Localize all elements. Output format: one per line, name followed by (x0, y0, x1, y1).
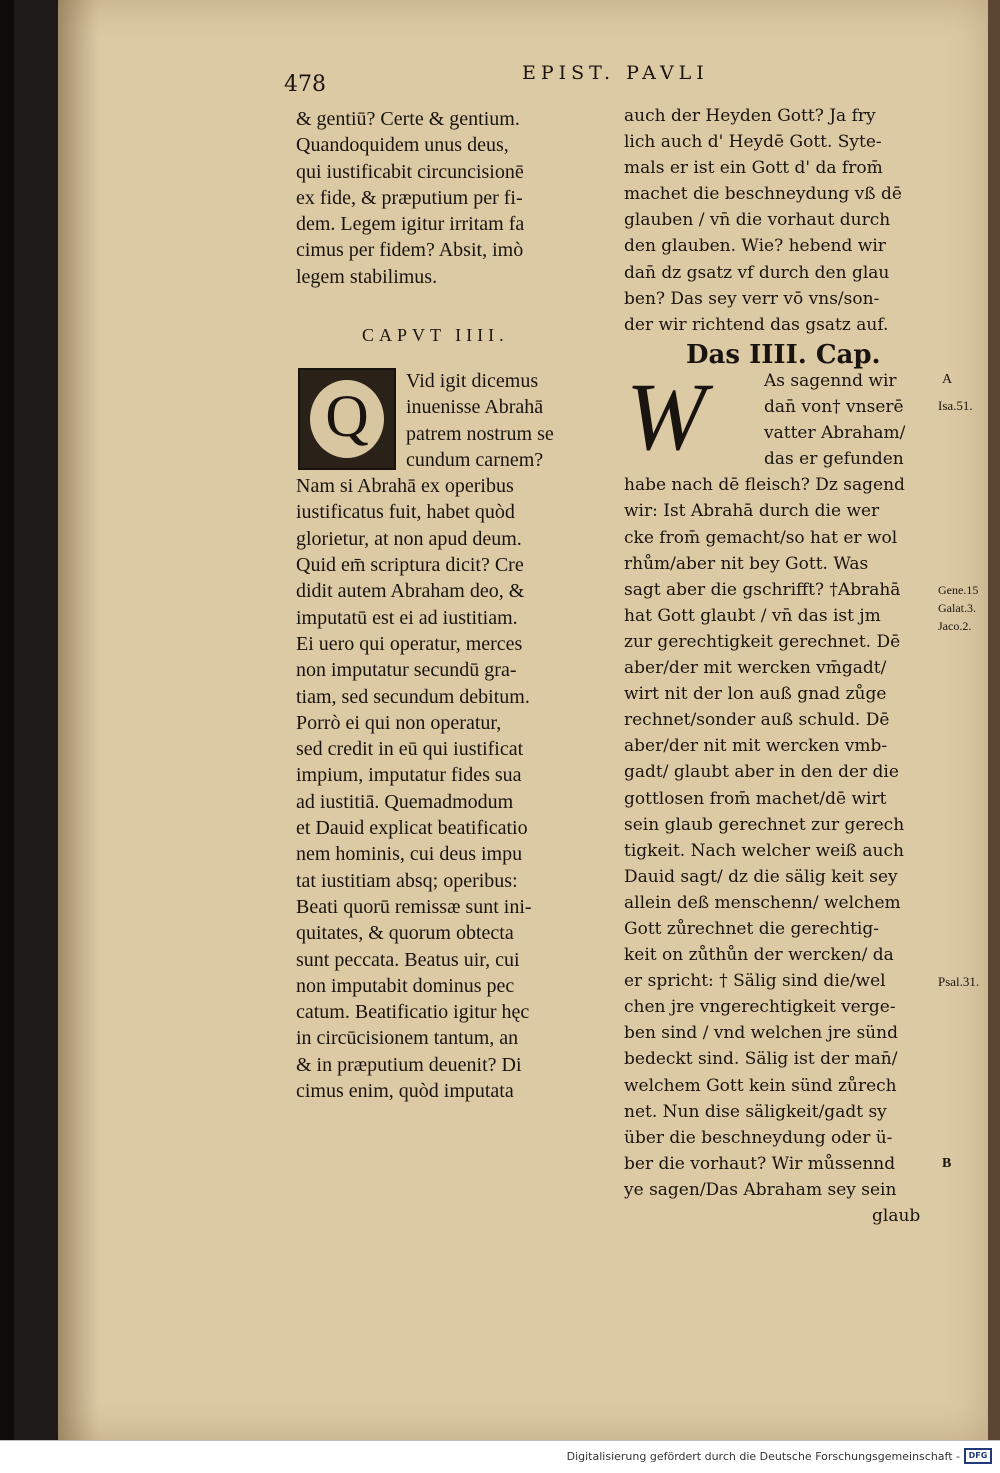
latin-line: dem. Legem igitur irritam fa (296, 213, 525, 236)
german-line: das er gefunden (764, 449, 904, 470)
german-line: über die beschneydung oder ü- (624, 1127, 893, 1148)
latin-line: didit autem Abraham deo, & (296, 580, 525, 603)
german-line: chen jre vngerechtigkeit verge- (624, 997, 896, 1018)
german-line: mals er ist ein Gott d' da from̄ (624, 158, 883, 179)
german-line: der wir richtend das gsatz auf. (624, 314, 889, 335)
margin-note-jaco: Jaco.2. (938, 619, 972, 633)
german-column-top (624, 103, 936, 338)
german-line: aber/der mit wercken vm̄gadt/ (624, 658, 887, 679)
latin-line: patrem nostrum se (406, 422, 554, 445)
german-line: sein glaub gerechnet zur gerech (624, 814, 905, 835)
latin-line: cimus enim, quòd imputata (296, 1080, 514, 1103)
latin-column-top (296, 106, 608, 290)
latin-line: in circūcisionem tantum, an (296, 1027, 519, 1050)
german-line: cke from̄ gemacht/so hat er wol (624, 527, 898, 548)
german-line: net. Nun dise säligkeit/gadt sy (624, 1101, 887, 1122)
footer-credit: Digitalisierung gefördert durch die Deutsche Forschungsgemeinschaft - (566, 1450, 960, 1463)
latin-line: catum. Beatificatio igitur hęc (296, 1001, 530, 1024)
latin-line: nem hominis, cui deus impu (296, 843, 523, 866)
german-line: ber die vorhaut? Wir můssennd (624, 1153, 896, 1174)
german-line: vatter Abraham/ (764, 423, 906, 444)
latin-line: Porrò ei qui non operatur, (296, 711, 502, 734)
german-line: auch der Heyden Gott? Ja fry (624, 106, 876, 126)
latin-line: legem stabilimus. (296, 265, 438, 288)
german-catchword: glaub (872, 1206, 921, 1226)
german-line: dan̄ von† vnserē (764, 397, 904, 418)
latin-line: inuenisse Abrahā (406, 396, 544, 419)
german-line: welchem Gott kein sünd zůrech (624, 1075, 897, 1096)
margin-note-psal: Psal.31. (938, 974, 980, 989)
latin-line: Quandoquidem unus deus, (296, 134, 509, 157)
german-line: ben sind / vnd welchen jre sünd (624, 1023, 898, 1044)
german-line: rechnet/sonder auß schuld. Dē (624, 710, 890, 731)
page-gutter-shadow (58, 0, 98, 1440)
latin-line: sunt peccata. Beatus uir, cui (296, 948, 520, 971)
german-line: dan̄ dz gsatz vf durch den glau (624, 262, 890, 283)
german-line: tigkeit. Nach welcher weiß auch (624, 840, 904, 861)
scan-border-right (988, 0, 1000, 1440)
latin-line: non imputatur secundū gra- (296, 659, 517, 682)
latin-line: Vid igit dicemus (406, 370, 539, 392)
latin-line: & gentiū? Certe & gentium. (296, 108, 520, 130)
latin-line: tiam, sed secundum debitum. (296, 685, 530, 708)
page-number: 478 (284, 72, 326, 97)
german-line: machet die beschneydung vß dē (624, 184, 902, 205)
latin-line: Nam si Abrahā ex operibus (296, 475, 514, 498)
latin-line: tat iustitiam absq; operibus: (296, 869, 518, 892)
latin-line: quitates, & quorum obtecta (296, 922, 514, 945)
margin-note-galat: Galat.3. (938, 601, 976, 615)
german-line: lich auch d' Heydē Gott. Syte- (624, 132, 882, 153)
german-line: Gott zůrechnet die gerechtig- (624, 918, 879, 939)
german-line: Dauid sagt/ dz die sälig keit sey (624, 866, 898, 887)
latin-line: cundum carnem? (406, 448, 544, 471)
german-column-body (624, 363, 936, 1229)
german-line: hat Gott glaubt / vn̄ das ist jm (624, 605, 881, 626)
latin-line: ex fide, & præputium per fi- (296, 186, 523, 209)
german-line: gottlosen from̄ machet/dē wirt (624, 788, 887, 809)
margin-note-isa: Isa.51. (938, 398, 973, 413)
latin-line: et Dauid explicat beatificatio (296, 817, 528, 840)
german-line: rhům/aber nit bey Gott. Was (624, 553, 869, 574)
latin-column-body (296, 368, 608, 1104)
latin-line: sed credit in eū qui iustificat (296, 738, 524, 761)
german-line: habe nach dē fleisch? Dz sagend (624, 475, 905, 496)
german-line: bedeckt sind. Sälig ist der man̄/ (624, 1049, 898, 1070)
german-line: zur gerechtigkeit gerechnet. Dē (624, 631, 901, 652)
latin-line: qui iustificabit circuncisionē (296, 160, 524, 183)
german-line: ye sagen/Das Abraham sey sein (624, 1179, 897, 1200)
decorated-initial-w: W (626, 363, 706, 470)
latin-line: imputatū est ei ad iustitiam. (296, 606, 518, 629)
scan-border-left (0, 0, 14, 1440)
initial-letter-q: Q (325, 383, 369, 449)
german-line: er spricht: † Sälig sind die/wel (624, 971, 886, 992)
latin-line: Quid em̄ scriptura dicit? Cre (296, 554, 524, 577)
latin-line: non imputabit dominus pec (296, 974, 515, 997)
latin-line: ad iustitiā. Quemadmodum (296, 790, 514, 813)
latin-line: cimus per fidem? Absit, imò (296, 239, 524, 262)
margin-note-a: A (942, 372, 953, 387)
german-line: den glauben. Wie? hebend wir (624, 236, 886, 257)
running-head: EPIST. PAVLI (522, 62, 709, 84)
german-line: aber/der nit mit wercken vmb- (624, 736, 888, 757)
dfg-logo-icon: DFG (964, 1448, 992, 1464)
german-line: glauben / vn̄ die vorhaut durch (624, 210, 891, 231)
german-line: allein deß menschenn/ welchem (624, 892, 901, 913)
german-line: sagt aber die gschrifft? †Abrahā (624, 579, 901, 600)
viewer-footer (0, 1440, 1000, 1473)
latin-chapter-heading: CAPVT IIII. (362, 325, 509, 345)
latin-line: impium, imputatur fides sua (296, 764, 522, 787)
german-line: As sagennd wir (764, 371, 897, 391)
german-chapter-heading: Das IIII. Cap. (686, 340, 881, 370)
german-line: ben? Das sey verr vō vns/son- (624, 288, 880, 309)
german-line: gadt/ glaubt aber in den der die (624, 762, 899, 783)
latin-line: & in præputium deuenit? Di (296, 1053, 522, 1076)
latin-line: Ei uero qui operatur, merces (296, 632, 523, 655)
german-line: wirt nit der lon auß gnad zůge (624, 684, 887, 705)
german-line: wir: Ist Abrahā durch die wer (624, 501, 880, 522)
latin-line: Beati quorū remissæ sunt ini- (296, 895, 532, 918)
margin-note-gene: Gene.15 (938, 583, 979, 597)
german-line: keit on zůthůn der wercken/ da (624, 945, 894, 966)
latin-line: glorietur, at non apud deum. (296, 527, 522, 550)
latin-line: iustificatus fuit, habet quòd (296, 501, 515, 524)
margin-note-b: B (942, 1156, 952, 1171)
